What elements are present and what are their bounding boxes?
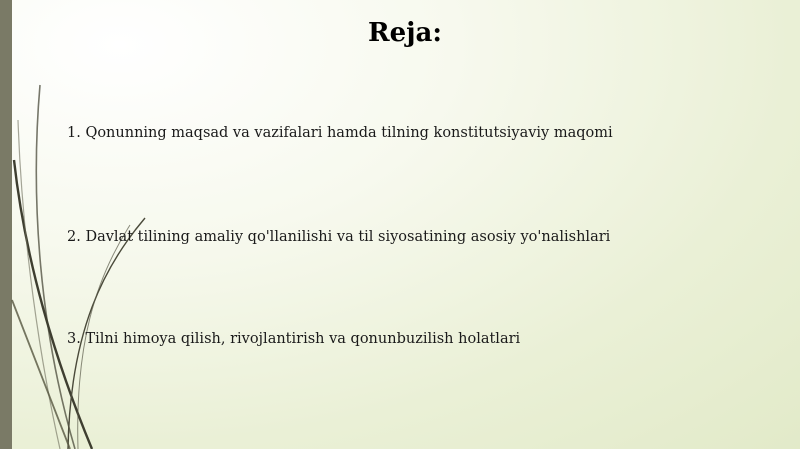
slide-title: Reja:: [367, 18, 442, 48]
grass-stroke: [12, 300, 70, 449]
plan-item-3: 3. Tilni himoya qilish, rivojlantirish va qonunbuzilish holatlari: [67, 331, 521, 347]
plan-item-2: 2. Davlat tilining amaliy qo'llanilishi va til siyosatining asosiy yo'nalishlari: [67, 229, 611, 245]
grass-stroke: [18, 120, 60, 449]
plan-item-1: 1. Qonunning maqsad va vazifalari hamda tilning konstitutsiyaviy maqomi: [67, 125, 613, 141]
